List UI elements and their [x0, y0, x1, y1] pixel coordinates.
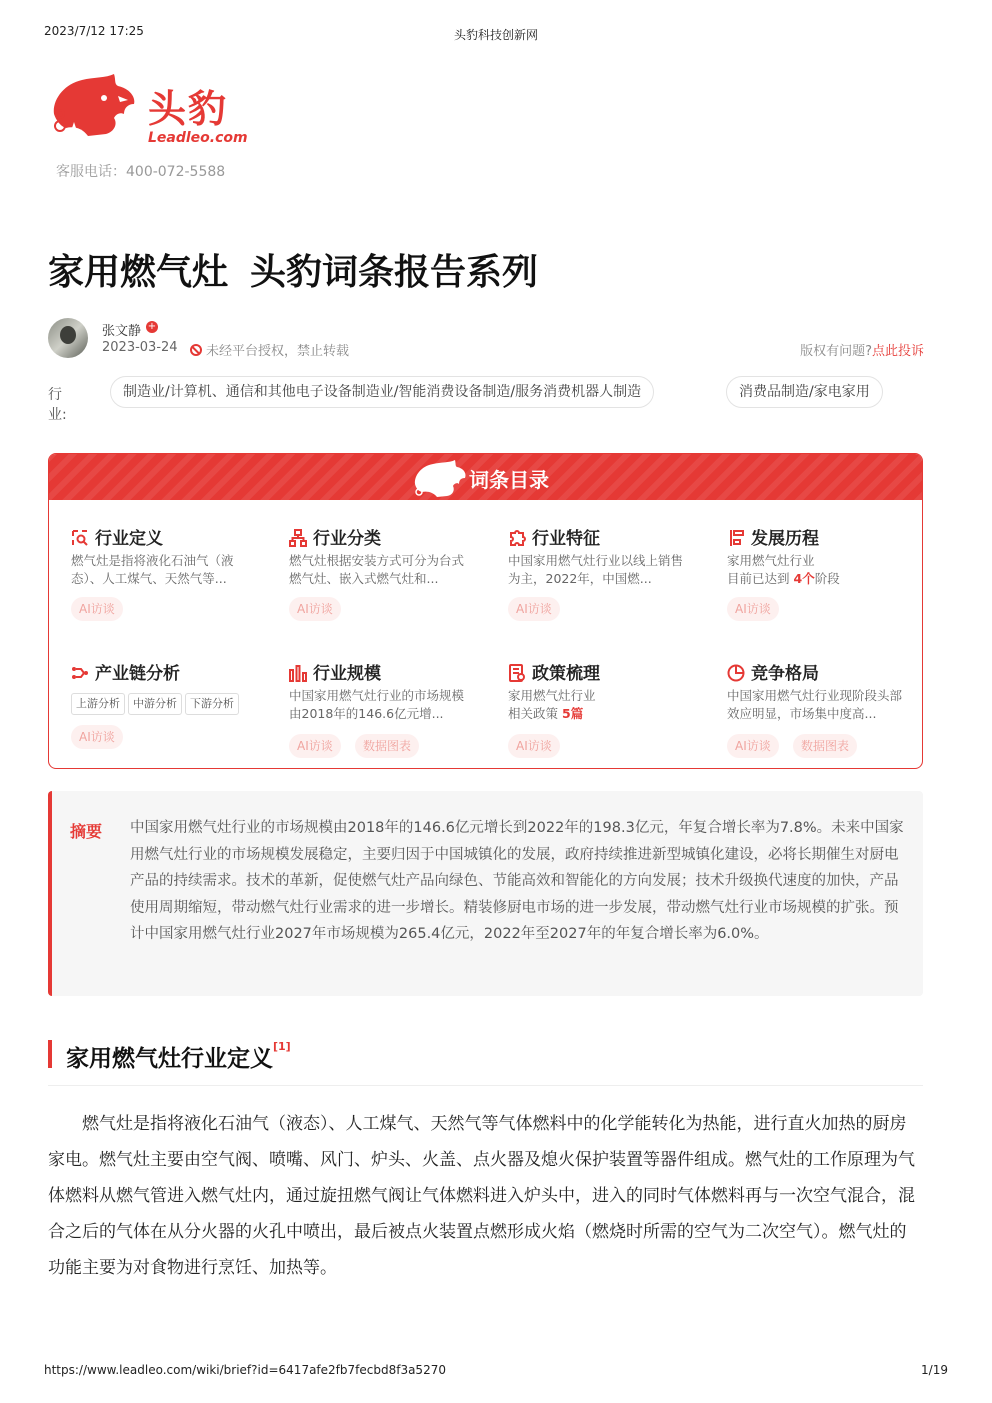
- toc-item-label: 行业规模: [313, 664, 381, 684]
- summary-box: [48, 791, 923, 996]
- print-footer: [44, 1363, 948, 1379]
- section-body: 燃气灶是指将液化石油气（液态）、人工煤气、天然气等气体燃料中的化学能转化为热能，进行直火加热的厨房家电。燃气灶主要由空气阀、喷嘴、风门、炉头、火盖、点火器及熄火保护装置等器件组成。燃气灶的工作原理为气体燃料从燃气管进入燃气灶内，通过旋扭燃气阀让气体燃料进入炉头中，进入的同时气体燃料再与一次空气混合，混合之后的气体在从分火器的火孔中喷出，最后被点火装置点燃形成火焰（燃烧时所需的空气为二次空气）。燃气灶的功能主要为对食物进行烹饪、加热等。: [48, 1114, 915, 1278]
- industry-tag[interactable]: 制造业/计算机、通信和其他电子设备制造业/智能消费设备制造/服务消费机器人制造: [110, 376, 654, 408]
- publish-date: 2023-03-24: [102, 340, 178, 355]
- print-datetime: 2023/7/12 17:25: [44, 24, 144, 38]
- toc-title: 词条目录: [469, 468, 549, 492]
- heading-accent-bar: [48, 1040, 52, 1068]
- copyright-question: 版权有问题?: [800, 344, 872, 359]
- leopard-icon: [411, 456, 467, 500]
- ai-interview-button[interactable]: AI访谈: [727, 597, 779, 621]
- toc-item-label: 行业分类: [313, 529, 381, 549]
- policy-count: 5篇: [562, 706, 584, 721]
- page-number: 1/19: [921, 1363, 948, 1377]
- toc-item-text: [727, 552, 909, 588]
- toc-item-label: 行业特征: [532, 529, 600, 549]
- page-title: [48, 244, 538, 295]
- print-header: [44, 24, 948, 40]
- toc-item-label: 发展历程: [751, 529, 819, 549]
- author-name[interactable]: 张文静: [102, 324, 142, 339]
- toc-item-chain[interactable]: [71, 659, 271, 759]
- toc-item-label: 行业定义: [95, 529, 163, 549]
- ban-icon: [190, 344, 202, 356]
- ai-interview-button[interactable]: AI访谈: [289, 734, 341, 758]
- toc-item-text: [508, 687, 690, 723]
- toc-panel: [48, 453, 923, 769]
- toc-item-competition[interactable]: [727, 659, 923, 759]
- verified-badge-icon: +: [147, 321, 157, 332]
- summary-label: 摘要: [70, 822, 103, 841]
- page-url: https://www.leadleo.com/wiki/brief?id=6417afe2fb7fecbd8f3a5270: [44, 1363, 446, 1377]
- author-row: [48, 318, 924, 360]
- section-title-text: 家用燃气灶行业定义: [66, 1046, 273, 1072]
- toc-item-history[interactable]: [727, 524, 923, 624]
- upstream-analysis-tag[interactable]: 上游分析: [71, 693, 125, 715]
- title-main: 家用燃气灶: [48, 252, 229, 293]
- toc-text-line: 家用燃气灶行业: [508, 688, 596, 703]
- toc-header: [49, 454, 922, 500]
- toc-item-text: 燃气灶是指将液化石油气（液态）、人工煤气、天然气等...: [71, 553, 234, 586]
- toc-item-features[interactable]: [508, 524, 708, 624]
- summary-text: 中国家用燃气灶行业的市场规模由2018年的146.6亿元增长到2022年的198.3亿元，年复合增长率为7.8%。未来中国家用燃气灶行业的市场规模发展稳定，主要归因于中国城镇化的发展，政府持续推进新型城镇化建设，必将长期催生对厨电产品的持续需求。技术的革新，促使燃气灶产品向绿色、节能高效和智能化的方向发展；技术升级换代速度的加快，产品使用周期缩短，带动燃气灶行业需求的进一步增长。精装修厨电市场的进一步发展，带动燃气灶行业市场规模的扩张。预计中国家用燃气灶行业2027年市场规模为265.4亿元，2022年至2027年的年复合增长率为6.0%。: [130, 820, 904, 942]
- repost-notice-text: 未经平台授权，禁止转载: [206, 344, 350, 359]
- toc-item-label: 产业链分析: [95, 664, 180, 684]
- ai-interview-button[interactable]: AI访谈: [727, 734, 779, 758]
- toc-item-classification[interactable]: [289, 524, 489, 624]
- title-series: 头豹词条报告系列: [250, 252, 539, 293]
- midstream-analysis-tag[interactable]: 中游分析: [128, 693, 182, 715]
- repost-notice: [190, 340, 349, 359]
- stage-count: 4个: [793, 571, 815, 586]
- toc-item-label: 竞争格局: [751, 664, 819, 684]
- print-site-name: 头豹科技创新网: [453, 28, 538, 42]
- brand-name: 头豹: [148, 87, 229, 131]
- leadleo-logo[interactable]: [48, 70, 248, 160]
- timeline-icon: [727, 529, 745, 547]
- section-heading: [48, 1038, 923, 1086]
- ai-interview-button[interactable]: AI访谈: [508, 597, 560, 621]
- leopard-icon: [48, 70, 140, 142]
- service-hotline: 客服电话：400-072-5588: [56, 164, 226, 180]
- toc-text-line: 相关政策: [508, 706, 559, 721]
- ai-interview-button[interactable]: AI访谈: [508, 734, 560, 758]
- toc-item-text: 燃气灶根据安装方式可分为台式燃气灶、嵌入式燃气灶和...: [289, 553, 465, 586]
- footnote-ref[interactable]: [1]: [273, 1040, 291, 1053]
- toc-item-text: 中国家用燃气灶行业以线上销售为主，2022年，中国燃...: [508, 553, 684, 586]
- search-doc-icon: [71, 529, 89, 547]
- data-chart-button[interactable]: 数据图表: [355, 734, 419, 758]
- data-chart-button[interactable]: 数据图表: [793, 734, 857, 758]
- toc-item-label: 政策梳理: [532, 664, 600, 684]
- ai-interview-button[interactable]: AI访谈: [289, 597, 341, 621]
- bar-chart-icon: [289, 664, 307, 682]
- ai-interview-button[interactable]: AI访谈: [71, 597, 123, 621]
- toc-item-text: 中国家用燃气灶行业现阶段头部效应明显，市场集中度高...: [727, 688, 903, 721]
- brand-domain: Leadleo.com: [148, 130, 248, 146]
- report-link[interactable]: 点此投诉: [871, 344, 924, 359]
- toc-item-text: 中国家用燃气灶行业的市场规模由2018年的146.6亿元增...: [289, 688, 465, 721]
- pie-chart-icon: [727, 664, 745, 682]
- toc-text-line: 目前已达到: [727, 571, 790, 586]
- industry-label: 行业:: [48, 387, 67, 423]
- toc-text-line: 家用燃气灶行业: [727, 553, 815, 568]
- puzzle-icon: [508, 529, 526, 547]
- ai-interview-button[interactable]: AI访谈: [71, 725, 123, 749]
- section-title: [66, 1040, 291, 1073]
- toc-item-scale[interactable]: [289, 659, 489, 759]
- industry-tag[interactable]: 消费品制造/家电家用: [726, 376, 883, 408]
- policy-doc-icon: [508, 664, 526, 682]
- copyright-notice: [800, 340, 924, 359]
- chain-icon: [71, 664, 89, 682]
- toc-item-policy[interactable]: [508, 659, 708, 759]
- author-avatar[interactable]: [48, 318, 88, 358]
- toc-text-line: 阶段: [814, 571, 840, 586]
- hierarchy-icon: [289, 529, 307, 547]
- downstream-analysis-tag[interactable]: 下游分析: [185, 693, 239, 715]
- toc-item-definition[interactable]: [71, 524, 271, 624]
